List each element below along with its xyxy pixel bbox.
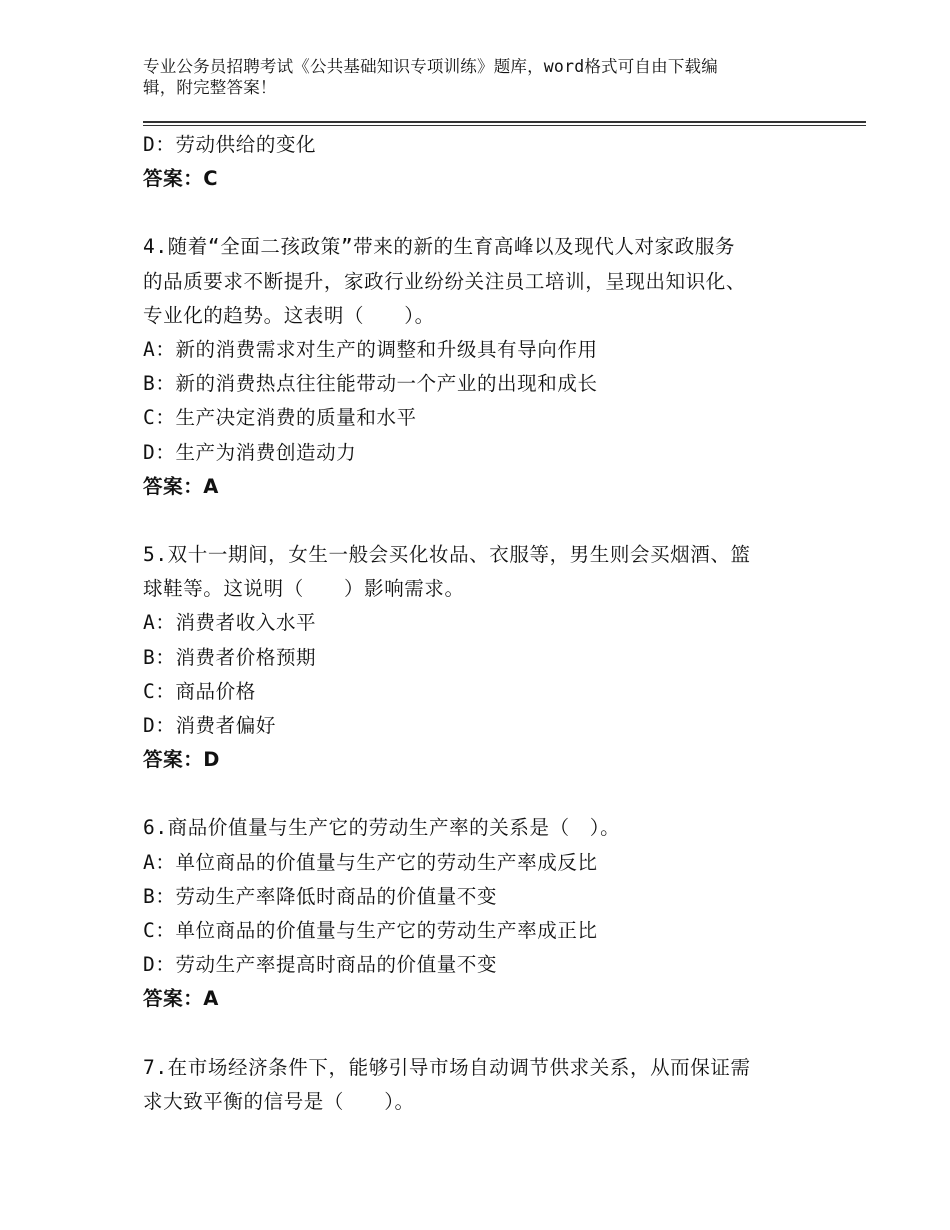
question-5 bbox=[143, 538, 803, 777]
question-stem: 5.双十一期间，女生一般会买化妆品、衣服等，男生则会买烟酒、篮 bbox=[143, 543, 751, 567]
answer-line: 答案：D bbox=[143, 748, 221, 772]
question-stem: 球鞋等。这说明（ ）影响需求。 bbox=[143, 577, 465, 601]
option-b: B：新的消费热点往往能带动一个产业的出现和成长 bbox=[143, 372, 598, 396]
question-6 bbox=[143, 811, 803, 1016]
question-stem: 4.随着“全面二孩政策”带来的新的生育高峰以及现代人对家政服务 bbox=[143, 235, 736, 259]
header-divider bbox=[143, 121, 866, 126]
question-stem: 的品质要求不断提升，家政行业纷纷关注员工培训，呈现出知识化、 bbox=[143, 269, 747, 293]
option-d: D：消费者偏好 bbox=[143, 714, 276, 738]
option-a: A：单位商品的价值量与生产它的劳动生产率成反比 bbox=[143, 850, 598, 874]
answer-line: 答案：C bbox=[143, 167, 219, 191]
option-c: C：商品价格 bbox=[143, 679, 256, 703]
option-d: D：劳动生产率提高时商品的价值量不变 bbox=[143, 953, 498, 977]
question-stem: 专业化的趋势。这表明（ ）。 bbox=[143, 303, 435, 327]
option-d: D：劳动供给的变化 bbox=[143, 133, 317, 156]
question-stem: 7.在市场经济条件下，能够引导市场自动调节供求关系，从而保证需 bbox=[143, 1055, 751, 1079]
question-7 bbox=[143, 1051, 803, 1119]
question-4 bbox=[143, 230, 803, 504]
option-c: C：单位商品的价值量与生产它的劳动生产率成正比 bbox=[143, 919, 598, 943]
answer-line: 答案：A bbox=[143, 987, 219, 1011]
answer-line: 答案：A bbox=[143, 474, 219, 498]
option-a: A：新的消费需求对生产的调整和升级具有导向作用 bbox=[143, 338, 598, 362]
option-d: D：生产为消费创造动力 bbox=[143, 440, 357, 464]
option-b: B：劳动生产率降低时商品的价值量不变 bbox=[143, 884, 498, 908]
header-line: 辑，附完整答案！ bbox=[143, 78, 277, 97]
header-line: 专业公务员招聘考试《公共基础知识专项训练》题库，word格式可自由下载编 bbox=[143, 57, 718, 76]
question-content bbox=[143, 128, 803, 1119]
option-c: C：生产决定消费的质量和水平 bbox=[143, 406, 417, 430]
option-a: A：消费者收入水平 bbox=[143, 611, 317, 635]
question-stem: 6.商品价值量与生产它的劳动生产率的关系是（ ）。 bbox=[143, 816, 621, 840]
question-stem: 求大致平衡的信号是（ ）。 bbox=[143, 1089, 415, 1113]
option-b: B：消费者价格预期 bbox=[143, 645, 317, 669]
page-header bbox=[143, 56, 803, 98]
